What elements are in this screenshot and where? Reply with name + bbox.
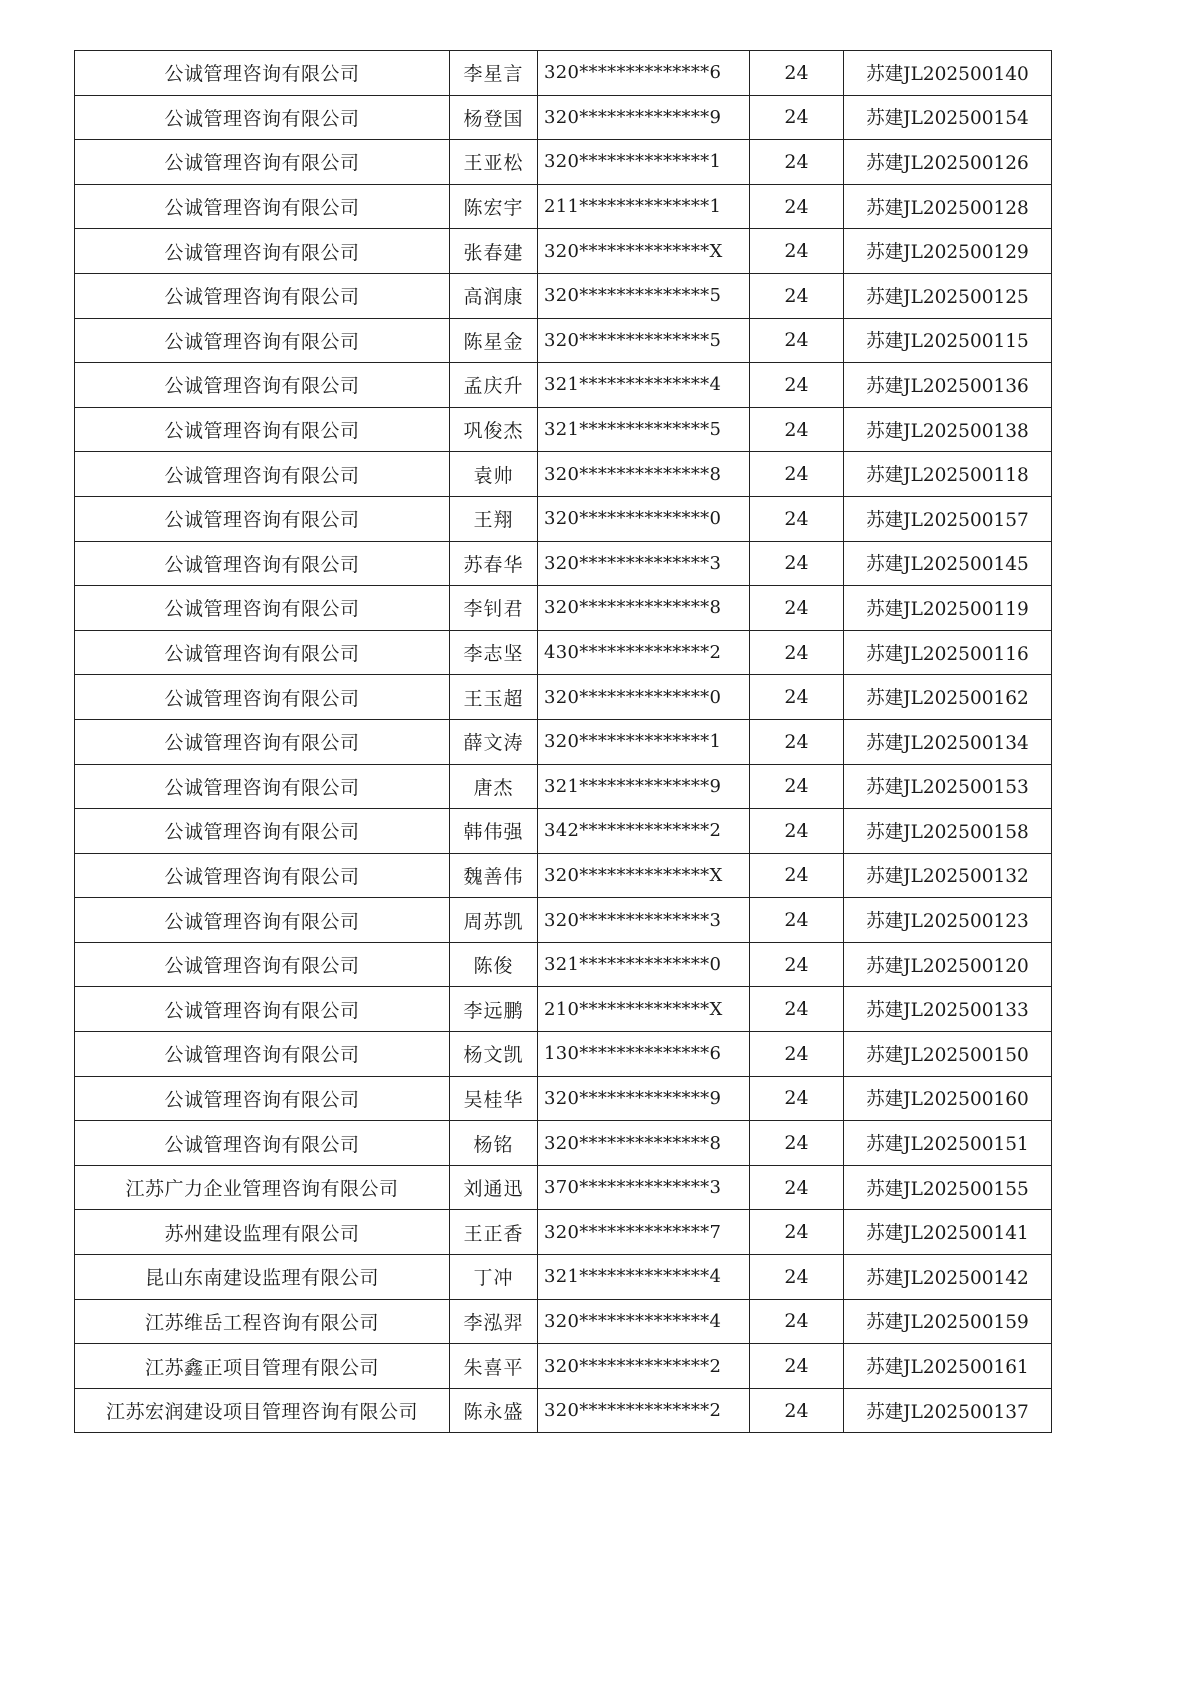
certificate-number-cell: 苏建JL202500116 <box>844 630 1052 675</box>
certificate-number-cell: 苏建JL202500150 <box>844 1032 1052 1077</box>
company-cell: 公诚管理咨询有限公司 <box>75 184 450 229</box>
table-row <box>75 273 1052 318</box>
person-name-cell: 王翔 <box>450 496 538 541</box>
company-cell: 公诚管理咨询有限公司 <box>75 1032 450 1077</box>
table-row <box>75 1255 1052 1300</box>
person-name-cell: 陈星金 <box>450 318 538 363</box>
hours-cell: 24 <box>750 452 844 497</box>
company-cell: 公诚管理咨询有限公司 <box>75 229 450 274</box>
table-row <box>75 1165 1052 1210</box>
table-row <box>75 809 1052 854</box>
person-name-cell: 袁帅 <box>450 452 538 497</box>
table-row <box>75 1299 1052 1344</box>
hours-cell: 24 <box>750 942 844 987</box>
person-name-cell: 李志坚 <box>450 630 538 675</box>
company-cell: 公诚管理咨询有限公司 <box>75 675 450 720</box>
person-name-cell: 李星言 <box>450 51 538 96</box>
person-name-cell: 陈宏宇 <box>450 184 538 229</box>
certificate-number-cell: 苏建JL202500140 <box>844 51 1052 96</box>
table-row <box>75 541 1052 586</box>
person-name-cell: 陈永盛 <box>450 1388 538 1433</box>
hours-cell: 24 <box>750 1076 844 1121</box>
company-cell: 公诚管理咨询有限公司 <box>75 1076 450 1121</box>
person-name-cell: 高润康 <box>450 273 538 318</box>
hours-cell: 24 <box>750 51 844 96</box>
person-name-cell: 巩俊杰 <box>450 407 538 452</box>
id-number-cell: 320**************5 <box>538 273 750 318</box>
table-row <box>75 1121 1052 1166</box>
hours-cell: 24 <box>750 95 844 140</box>
hours-cell: 24 <box>750 273 844 318</box>
company-cell: 公诚管理咨询有限公司 <box>75 942 450 987</box>
certificate-number-cell: 苏建JL202500158 <box>844 809 1052 854</box>
company-cell: 公诚管理咨询有限公司 <box>75 541 450 586</box>
id-number-cell: 342**************2 <box>538 809 750 854</box>
id-number-cell: 321**************5 <box>538 407 750 452</box>
company-cell: 公诚管理咨询有限公司 <box>75 630 450 675</box>
certificate-number-cell: 苏建JL202500155 <box>844 1165 1052 1210</box>
company-cell: 公诚管理咨询有限公司 <box>75 452 450 497</box>
table-row <box>75 407 1052 452</box>
company-cell: 昆山东南建设监理有限公司 <box>75 1255 450 1300</box>
hours-cell: 24 <box>750 541 844 586</box>
hours-cell: 24 <box>750 675 844 720</box>
id-number-cell: 320**************1 <box>538 140 750 185</box>
company-cell: 公诚管理咨询有限公司 <box>75 273 450 318</box>
id-number-cell: 320**************7 <box>538 1210 750 1255</box>
id-number-cell: 320**************8 <box>538 586 750 631</box>
id-number-cell: 320**************2 <box>538 1388 750 1433</box>
id-number-cell: 320**************3 <box>538 898 750 943</box>
company-cell: 公诚管理咨询有限公司 <box>75 318 450 363</box>
hours-cell: 24 <box>750 1121 844 1166</box>
hours-cell: 24 <box>750 586 844 631</box>
company-cell: 公诚管理咨询有限公司 <box>75 898 450 943</box>
certificate-number-cell: 苏建JL202500119 <box>844 586 1052 631</box>
id-number-cell: 320**************X <box>538 853 750 898</box>
company-cell: 江苏鑫正项目管理有限公司 <box>75 1344 450 1389</box>
hours-cell: 24 <box>750 987 844 1032</box>
person-name-cell: 陈俊 <box>450 942 538 987</box>
person-name-cell: 李泓羿 <box>450 1299 538 1344</box>
id-number-cell: 320**************9 <box>538 1076 750 1121</box>
hours-cell: 24 <box>750 809 844 854</box>
certificate-number-cell: 苏建JL202500120 <box>844 942 1052 987</box>
certificate-number-cell: 苏建JL202500161 <box>844 1344 1052 1389</box>
table-row <box>75 1032 1052 1077</box>
table-row <box>75 318 1052 363</box>
certificate-number-cell: 苏建JL202500134 <box>844 719 1052 764</box>
certificate-number-cell: 苏建JL202500129 <box>844 229 1052 274</box>
id-number-cell: 320**************0 <box>538 675 750 720</box>
hours-cell: 24 <box>750 1388 844 1433</box>
id-number-cell: 130**************6 <box>538 1032 750 1077</box>
id-number-cell: 320**************8 <box>538 452 750 497</box>
id-number-cell: 370**************3 <box>538 1165 750 1210</box>
person-name-cell: 王亚松 <box>450 140 538 185</box>
hours-cell: 24 <box>750 407 844 452</box>
table-row <box>75 140 1052 185</box>
person-name-cell: 刘通迅 <box>450 1165 538 1210</box>
certificate-number-cell: 苏建JL202500132 <box>844 853 1052 898</box>
hours-cell: 24 <box>750 630 844 675</box>
person-name-cell: 朱喜平 <box>450 1344 538 1389</box>
table-row <box>75 496 1052 541</box>
id-number-cell: 320**************9 <box>538 95 750 140</box>
hours-cell: 24 <box>750 140 844 185</box>
table-row <box>75 229 1052 274</box>
id-number-cell: 320**************5 <box>538 318 750 363</box>
certificate-number-cell: 苏建JL202500128 <box>844 184 1052 229</box>
company-cell: 公诚管理咨询有限公司 <box>75 140 450 185</box>
company-cell: 公诚管理咨询有限公司 <box>75 719 450 764</box>
table-row <box>75 1076 1052 1121</box>
hours-cell: 24 <box>750 719 844 764</box>
person-name-cell: 李远鹏 <box>450 987 538 1032</box>
certificate-number-cell: 苏建JL202500141 <box>844 1210 1052 1255</box>
table-row <box>75 942 1052 987</box>
certificate-number-cell: 苏建JL202500123 <box>844 898 1052 943</box>
hours-cell: 24 <box>750 1210 844 1255</box>
table-row <box>75 719 1052 764</box>
hours-cell: 24 <box>750 853 844 898</box>
certificate-number-cell: 苏建JL202500133 <box>844 987 1052 1032</box>
company-cell: 公诚管理咨询有限公司 <box>75 764 450 809</box>
person-name-cell: 吴桂华 <box>450 1076 538 1121</box>
person-name-cell: 丁冲 <box>450 1255 538 1300</box>
person-name-cell: 杨登国 <box>450 95 538 140</box>
roster-table-body <box>75 51 1052 1433</box>
certificate-number-cell: 苏建JL202500126 <box>844 140 1052 185</box>
hours-cell: 24 <box>750 1165 844 1210</box>
person-name-cell: 李钊君 <box>450 586 538 631</box>
person-name-cell: 王玉超 <box>450 675 538 720</box>
company-cell: 江苏维岳工程咨询有限公司 <box>75 1299 450 1344</box>
id-number-cell: 321**************0 <box>538 942 750 987</box>
table-row <box>75 675 1052 720</box>
person-name-cell: 周苏凯 <box>450 898 538 943</box>
certificate-number-cell: 苏建JL202500162 <box>844 675 1052 720</box>
person-name-cell: 王正香 <box>450 1210 538 1255</box>
certificate-number-cell: 苏建JL202500157 <box>844 496 1052 541</box>
hours-cell: 24 <box>750 184 844 229</box>
table-row <box>75 184 1052 229</box>
hours-cell: 24 <box>750 318 844 363</box>
certificate-number-cell: 苏建JL202500136 <box>844 363 1052 408</box>
id-number-cell: 320**************3 <box>538 541 750 586</box>
person-name-cell: 杨铭 <box>450 1121 538 1166</box>
id-number-cell: 320**************6 <box>538 51 750 96</box>
certificate-number-cell: 苏建JL202500151 <box>844 1121 1052 1166</box>
person-name-cell: 魏善伟 <box>450 853 538 898</box>
company-cell: 公诚管理咨询有限公司 <box>75 407 450 452</box>
id-number-cell: 321**************9 <box>538 764 750 809</box>
id-number-cell: 430**************2 <box>538 630 750 675</box>
certificate-number-cell: 苏建JL202500138 <box>844 407 1052 452</box>
company-cell: 公诚管理咨询有限公司 <box>75 1121 450 1166</box>
certificate-number-cell: 苏建JL202500159 <box>844 1299 1052 1344</box>
person-name-cell: 唐杰 <box>450 764 538 809</box>
certificate-number-cell: 苏建JL202500160 <box>844 1076 1052 1121</box>
roster-table <box>74 50 1052 1433</box>
certificate-number-cell: 苏建JL202500142 <box>844 1255 1052 1300</box>
id-number-cell: 210**************X <box>538 987 750 1032</box>
table-row <box>75 1210 1052 1255</box>
person-name-cell: 苏春华 <box>450 541 538 586</box>
table-row <box>75 51 1052 96</box>
table-row <box>75 1388 1052 1433</box>
table-row <box>75 363 1052 408</box>
person-name-cell: 韩伟强 <box>450 809 538 854</box>
company-cell: 公诚管理咨询有限公司 <box>75 853 450 898</box>
hours-cell: 24 <box>750 363 844 408</box>
hours-cell: 24 <box>750 1255 844 1300</box>
company-cell: 公诚管理咨询有限公司 <box>75 95 450 140</box>
company-cell: 公诚管理咨询有限公司 <box>75 809 450 854</box>
id-number-cell: 320**************1 <box>538 719 750 764</box>
person-name-cell: 张春建 <box>450 229 538 274</box>
certificate-number-cell: 苏建JL202500145 <box>844 541 1052 586</box>
certificate-number-cell: 苏建JL202500118 <box>844 452 1052 497</box>
certificate-number-cell: 苏建JL202500154 <box>844 95 1052 140</box>
id-number-cell: 211**************1 <box>538 184 750 229</box>
company-cell: 公诚管理咨询有限公司 <box>75 496 450 541</box>
table-row <box>75 95 1052 140</box>
certificate-number-cell: 苏建JL202500125 <box>844 273 1052 318</box>
table-row <box>75 764 1052 809</box>
certificate-number-cell: 苏建JL202500137 <box>844 1388 1052 1433</box>
id-number-cell: 321**************4 <box>538 363 750 408</box>
table-row <box>75 630 1052 675</box>
id-number-cell: 320**************0 <box>538 496 750 541</box>
certificate-number-cell: 苏建JL202500153 <box>844 764 1052 809</box>
id-number-cell: 320**************X <box>538 229 750 274</box>
hours-cell: 24 <box>750 764 844 809</box>
hours-cell: 24 <box>750 898 844 943</box>
id-number-cell: 320**************8 <box>538 1121 750 1166</box>
hours-cell: 24 <box>750 496 844 541</box>
table-row <box>75 853 1052 898</box>
hours-cell: 24 <box>750 1299 844 1344</box>
id-number-cell: 320**************4 <box>538 1299 750 1344</box>
person-name-cell: 薛文涛 <box>450 719 538 764</box>
table-row <box>75 586 1052 631</box>
company-cell: 公诚管理咨询有限公司 <box>75 987 450 1032</box>
hours-cell: 24 <box>750 1344 844 1389</box>
company-cell: 公诚管理咨询有限公司 <box>75 363 450 408</box>
person-name-cell: 孟庆升 <box>450 363 538 408</box>
company-cell: 江苏宏润建设项目管理咨询有限公司 <box>75 1388 450 1433</box>
company-cell: 公诚管理咨询有限公司 <box>75 586 450 631</box>
table-row <box>75 452 1052 497</box>
company-cell: 公诚管理咨询有限公司 <box>75 51 450 96</box>
company-cell: 江苏广力企业管理咨询有限公司 <box>75 1165 450 1210</box>
company-cell: 苏州建设监理有限公司 <box>75 1210 450 1255</box>
hours-cell: 24 <box>750 1032 844 1077</box>
hours-cell: 24 <box>750 229 844 274</box>
table-row <box>75 1344 1052 1389</box>
person-name-cell: 杨文凯 <box>450 1032 538 1077</box>
id-number-cell: 320**************2 <box>538 1344 750 1389</box>
table-row <box>75 987 1052 1032</box>
id-number-cell: 321**************4 <box>538 1255 750 1300</box>
certificate-number-cell: 苏建JL202500115 <box>844 318 1052 363</box>
table-row <box>75 898 1052 943</box>
